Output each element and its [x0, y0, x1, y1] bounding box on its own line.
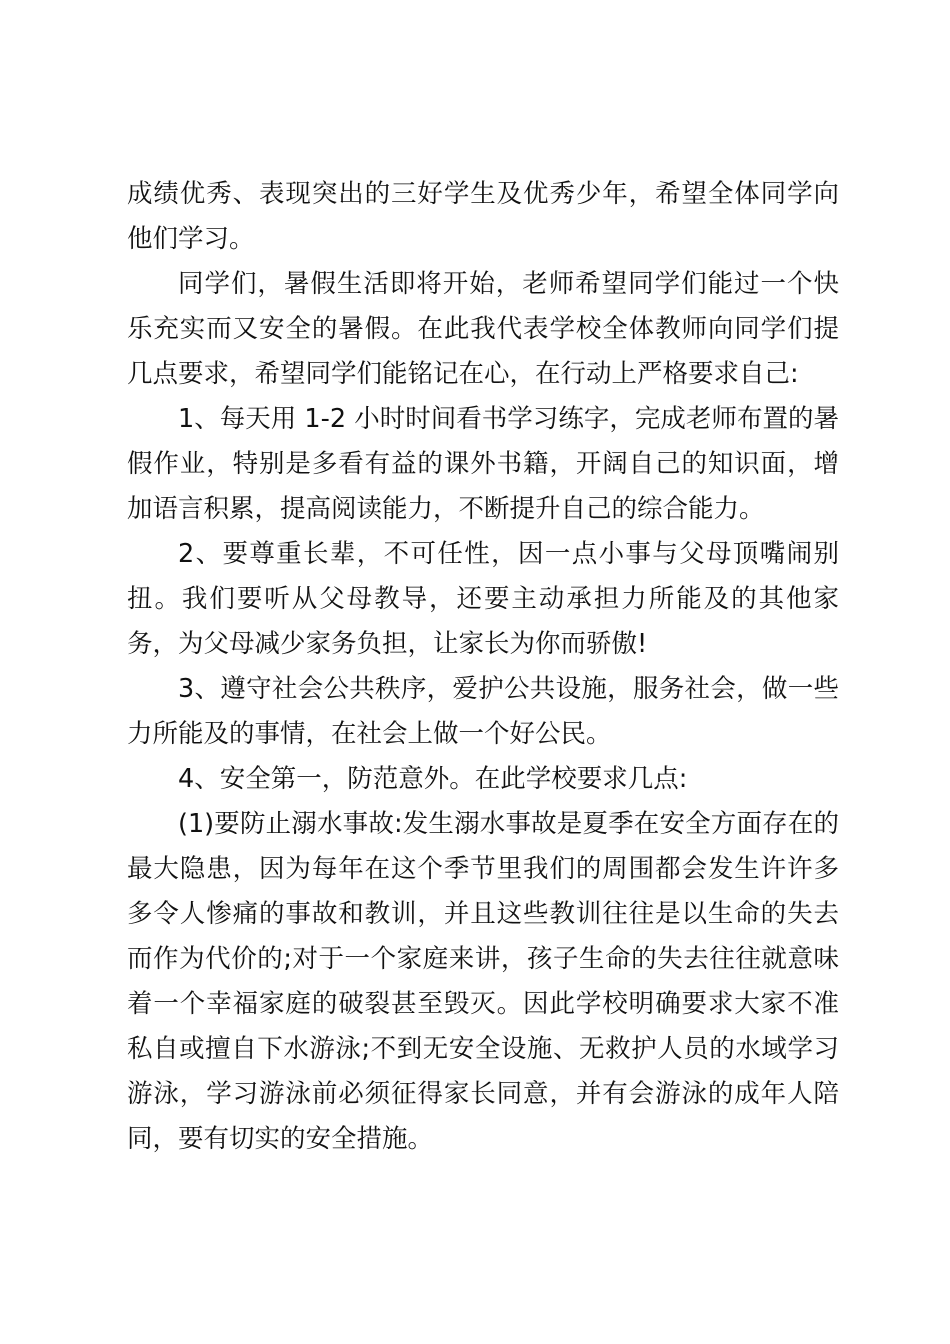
paragraph-requirement-4: 4、安全第一，防范意外。在此学校要求几点:: [178, 764, 688, 794]
paragraph-summer-intro: 同学们，暑假生活即将开始，老师希望同学们能过一个快乐充实而又安全的暑假。在此我代表学校全体教师向同学们提几点要求，希望同学们能铭记在心，在行动上严格要求自己:: [127, 269, 839, 389]
paragraph-requirement-2: 2、要尊重长辈，不可任性，因一点小事与父母顶嘴闹别扭。我们要听从父母教导，还要主动承担力所能及的其他家务，为父母减少家务负担，让家长为你而骄傲!: [127, 539, 839, 659]
paragraph-requirement-3: 3、遵守社会公共秩序，爱护公共设施，服务社会，做一些力所能及的事情，在社会上做一个好公民。: [127, 674, 839, 749]
paragraph-drowning-safety: (1)要防止溺水事故:发生溺水事故是夏季在安全方面存在的最大隐患，因为每年在这个季节里我们的周围都会发生许许多多令人惨痛的事故和教训，并且这些教训往往是以生命的失去而作为代价的;对于一个家庭来讲，孩子生命的失去往往就意味着一个幸福家庭的破裂甚至毁灭。因此学校明确要求大家不准私自或擅自下水游泳;不到无安全设施、无救护人员的水域学习游泳，学习游泳前必须征得家长同意，并有会游泳的成年人陪同，要有切实的安全措施。: [127, 809, 839, 1154]
paragraph-requirement-1: 1、每天用 1-2 小时时间看书学习练字，完成老师布置的暑假作业，特别是多看有益的课外书籍，开阔自己的知识面，增加语言积累，提高阅读能力，不断提升自己的综合能力。: [127, 404, 839, 524]
document-body: [127, 172, 839, 1162]
paragraph-honor-students: 成绩优秀、表现突出的三好学生及优秀少年，希望全体同学向他们学习。: [127, 179, 839, 254]
